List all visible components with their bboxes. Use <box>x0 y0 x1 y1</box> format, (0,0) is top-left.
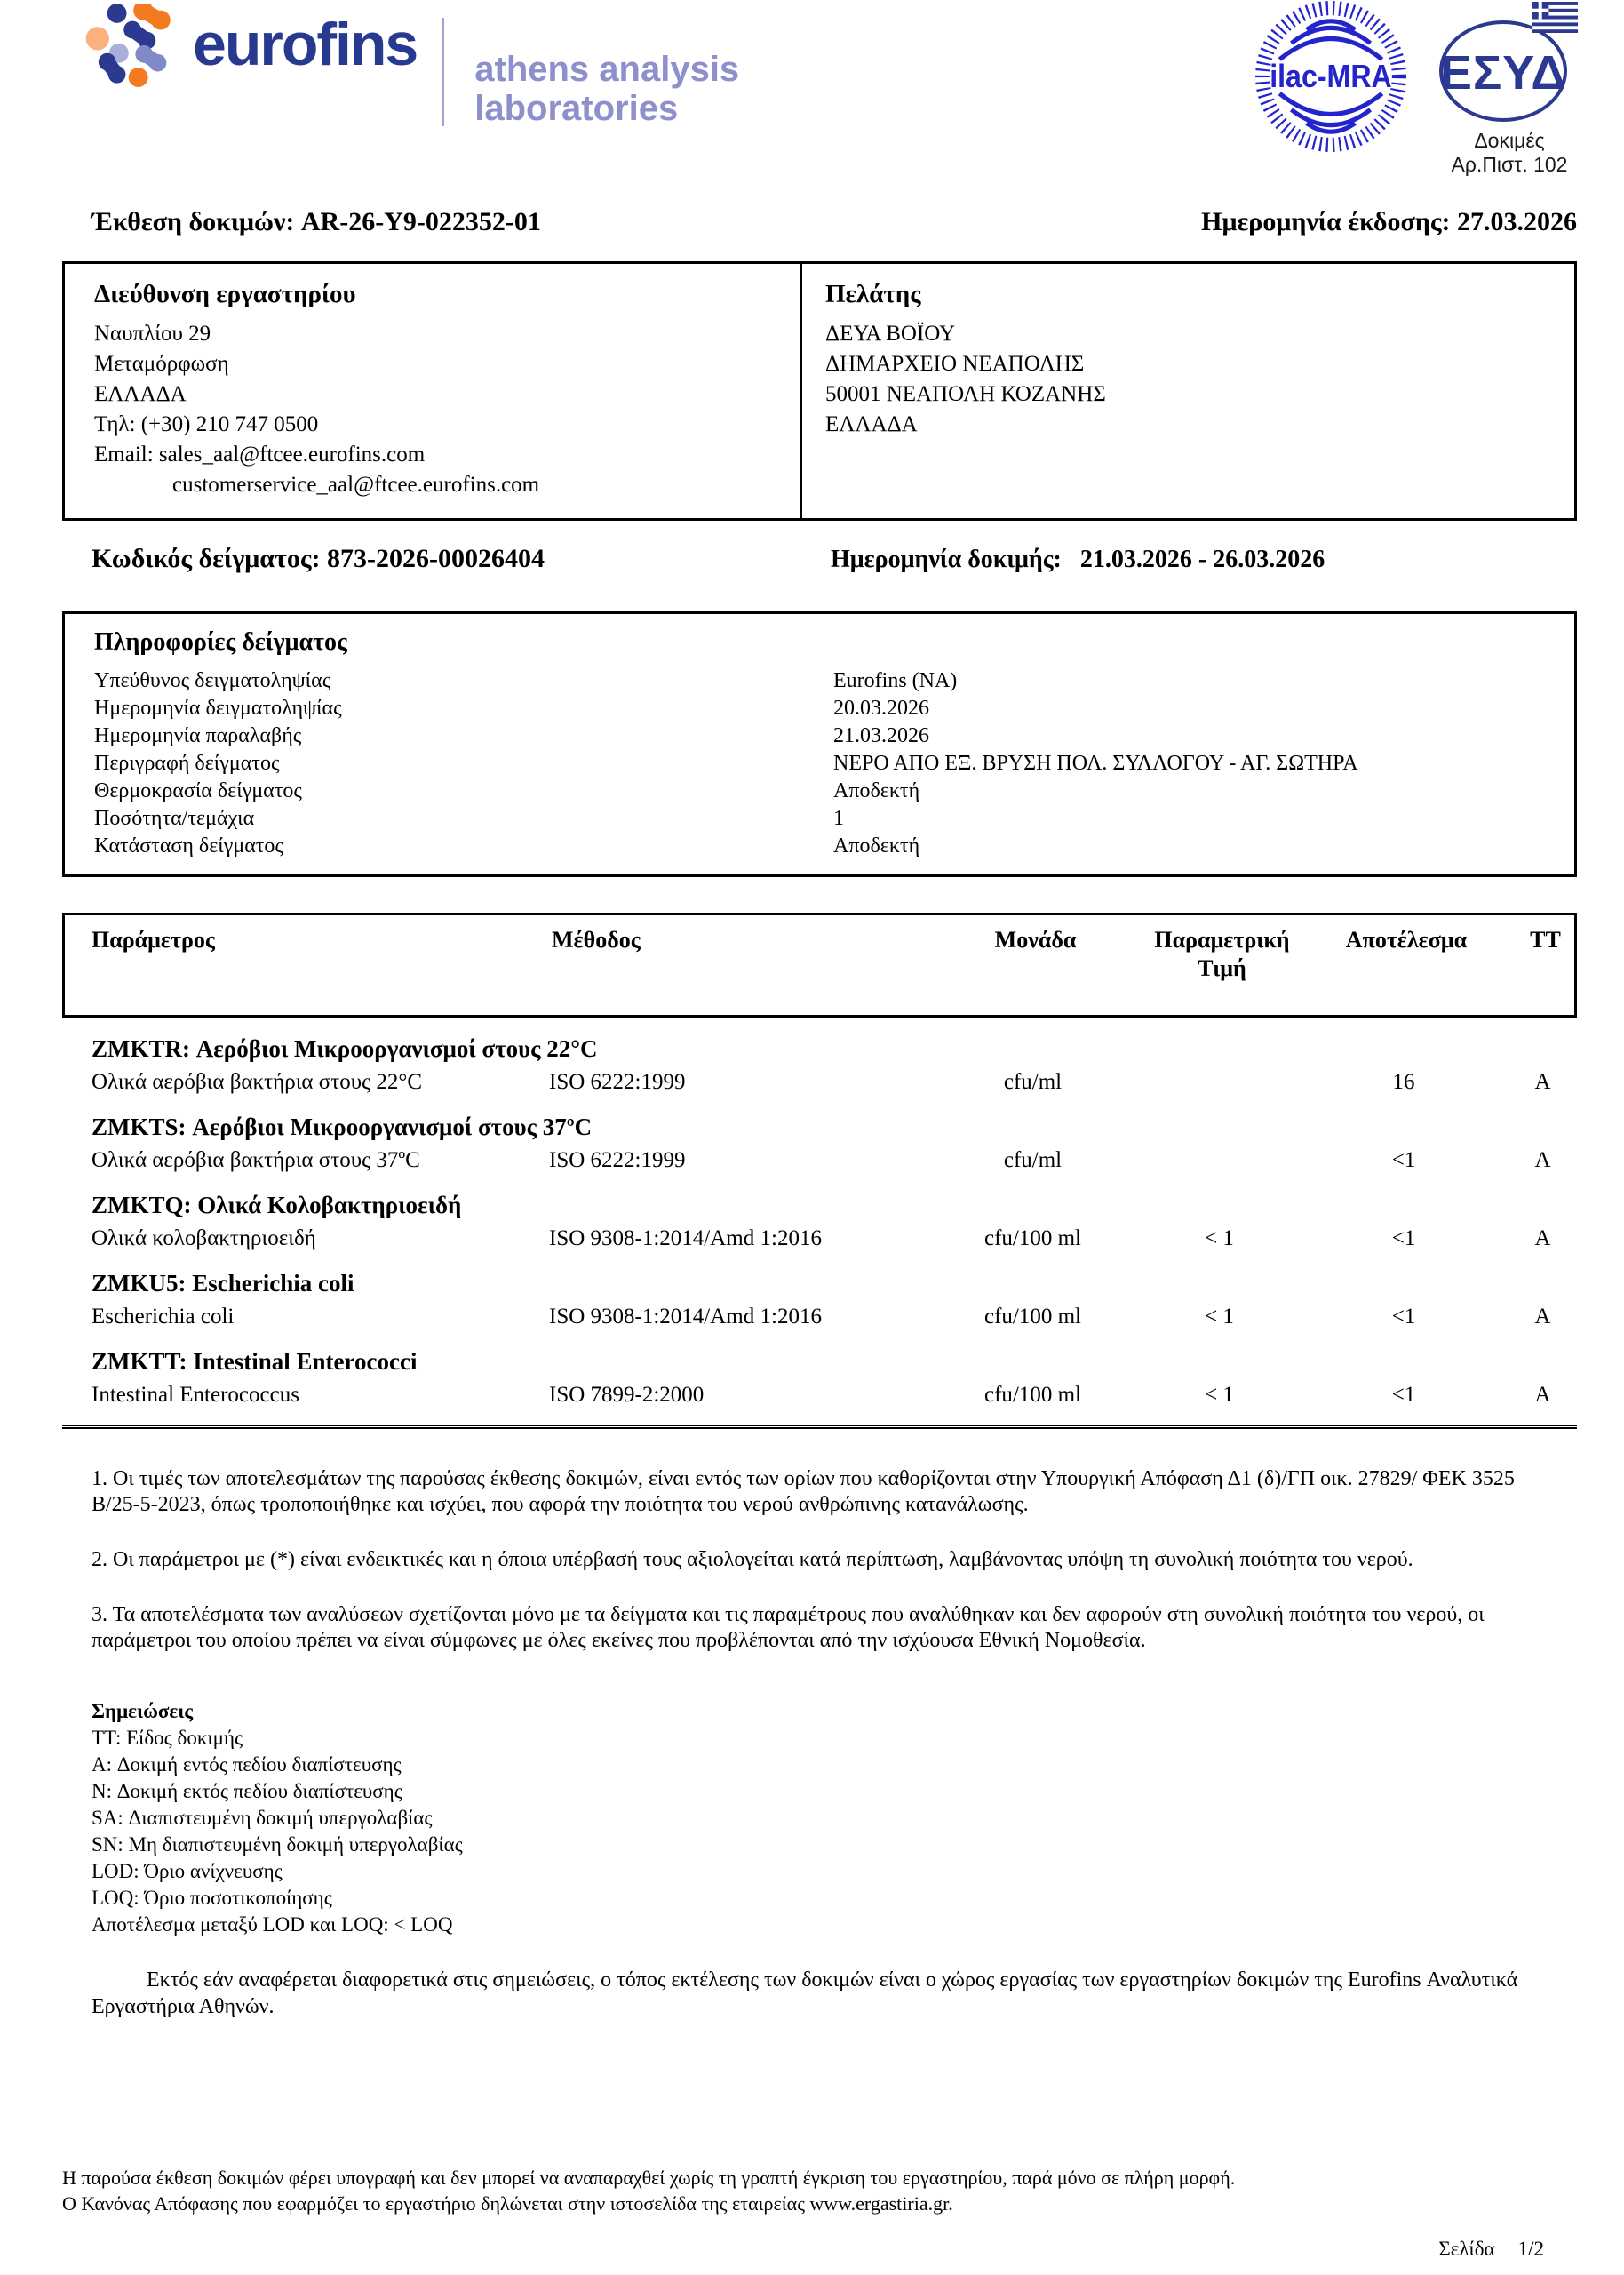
client-address-line: 50001 ΝΕΑΠΟΛΗ ΚΟΖΑΝΗΣ <box>825 382 1106 406</box>
field-value: ΝΕΡΟ ΑΠΟ ΕΞ. ΒΡΥΣΗ ΠΟΛ. ΣΥΛΛΟΓΟΥ - ΑΓ. ΣΩΤΗΡΑ <box>833 752 1358 775</box>
field-label: Περιγραφή δείγματος <box>94 752 280 775</box>
legend-item: A: Δοκιμή εντός πεδίου διαπίστευσης <box>92 1753 402 1776</box>
sample-info-row <box>65 695 1574 722</box>
field-value: Eurofins (NA) <box>833 669 958 692</box>
cell-parameter: Escherichia coli <box>92 1305 235 1329</box>
cell-unit: cfu/100 ml <box>983 1383 1081 1407</box>
table-row <box>62 1145 1577 1176</box>
group-heading: ZMKU5: Escherichia coli <box>92 1270 354 1297</box>
cell-parameter: Intestinal Enterococcus <box>92 1383 299 1407</box>
sample-code-label: Κωδικός δείγματος: <box>92 544 321 573</box>
issue-date <box>1201 204 1577 240</box>
tagline-line1: athens analysis <box>474 50 740 89</box>
page-number: 1/2 <box>1517 2238 1544 2260</box>
legend-item: TT: Είδος δοκιμής <box>92 1727 243 1749</box>
sample-info-row <box>65 805 1574 833</box>
col-parameter: Παράμετρος <box>92 927 215 953</box>
cell-result: <1 <box>1391 1305 1416 1329</box>
sample-info-row <box>65 833 1574 860</box>
table-row <box>62 1380 1577 1410</box>
field-label: Υπεύθυνος δειγματοληψίας <box>94 669 331 692</box>
sample-code-row <box>62 544 1577 590</box>
cell-method: ISO 6222:1999 <box>549 1070 686 1094</box>
client-name: ΔΕΥΑ ΒΟΪΟΥ <box>825 322 956 346</box>
field-value: Αποδεκτή <box>833 779 920 802</box>
sample-info-heading: Πληροφορίες δείγματος <box>94 628 347 656</box>
client-address-line: ΔΗΜΑΡΧΕΙΟ ΝΕΑΠΟΛΗΣ <box>825 352 1085 376</box>
note-1: 1. Οι τιμές των αποτελεσμάτων της παρούσας έκθεσης δοκιμών, είναι εντός των ορίων που καθορίζονται στην Υπουργική Απόφαση Δ1 (δ)/ΓΠ οικ. 27829/ ΦΕΚ 3525 Β/25-5-2023, όπως τροποποιήθηκε και ισχύει, που αφορά την ποιότητα του νερού ανθρώπινης κατανάλωσης. <box>92 1467 1515 1516</box>
legend-item: N: Δοκιμή εκτός πεδίου διαπίστευσης <box>92 1780 402 1802</box>
cell-unit: cfu/100 ml <box>983 1305 1081 1329</box>
footer-line-2: Ο Κανόνας Απόφασης που εφαρμόζει το εργαστήριο δηλώνεται στην ιστοσελίδα της εταιρείας www.ergastiria.gr. <box>62 2192 953 2215</box>
client-country: ΕΛΛΑΔΑ <box>825 412 918 436</box>
results-table <box>62 913 1577 1429</box>
note-3: 3. Τα αποτελέσματα των αναλύσεων σχετίζονται μόνο με τα δείγματα και τις παραμέτρους που αναλύθηκαν και δεν αφορούν στη συνολική ποιότητα του νερού, οι παράμετροι του οποίου πρέπει να είναι σύμφωνες με όλες εκείνες που προβλέπονται από την ισχύουσα Εθνική Νομοθεσία. <box>92 1603 1485 1652</box>
report-title-label: Έκθεση δοκιμών: <box>92 207 295 236</box>
eurofins-logo-icon <box>83 4 180 87</box>
results-table-header <box>62 913 1577 1018</box>
ilac-mra-label: ilac-MRA <box>1270 58 1392 95</box>
test-date-label: Ημερομηνία δοκιμής: <box>831 546 1062 573</box>
cell-method: ISO 6222:1999 <box>549 1148 686 1172</box>
cell-parametric: < 1 <box>1205 1226 1234 1250</box>
footer-line-1: Η παρούσα έκθεση δοκιμών φέρει υπογραφή και δεν μπορεί να αναπαραχθεί χωρίς τη γραπτή έγκριση του εργαστηρίου, παρά μόνο σε πλήρη μορφή. <box>62 2167 1236 2189</box>
esyd-label: ΕΣΥΔ <box>1439 46 1566 100</box>
lab-email-primary: Email: sales_aal@ftcee.eurofins.com <box>94 443 426 467</box>
page-footer <box>62 2165 1575 2261</box>
sample-code-value: 873-2026-00026404 <box>326 544 545 573</box>
cell-tt: A <box>1534 1383 1551 1407</box>
field-label: Ημερομηνία δειγματοληψίας <box>94 697 342 720</box>
test-date <box>831 546 1325 574</box>
lab-address-line: Ναυπλίου 29 <box>94 322 211 346</box>
field-value: 1 <box>833 807 844 830</box>
lab-address-line: ΕΛΛΑΔΑ <box>94 382 187 406</box>
legend-item: Αποτέλεσμα μεταξύ LOD και LOQ: < LOQ <box>92 1913 453 1936</box>
report-title <box>92 204 541 240</box>
title-row <box>62 204 1577 240</box>
cell-tt: A <box>1534 1305 1551 1329</box>
field-value: Αποδεκτή <box>833 834 920 858</box>
cell-parameter: Ολικά κολοβακτηριοειδή <box>92 1226 316 1250</box>
page-indicator <box>62 2238 1575 2261</box>
cell-method: ISO 9308-1:2014/Amd 1:2016 <box>549 1305 822 1329</box>
col-method: Μέθοδος <box>552 927 641 953</box>
address-client-box <box>62 261 1577 521</box>
legend-section <box>62 1698 1577 1938</box>
field-label: Κατάσταση δείγματος <box>94 834 283 858</box>
col-unit: Μονάδα <box>994 927 1077 953</box>
table-row <box>62 1302 1577 1332</box>
lab-address-heading: Διεύθυνση εργαστηρίου <box>94 280 356 308</box>
col-result: Αποτέλεσμα <box>1345 927 1468 953</box>
cell-method: ISO 9308-1:2014/Amd 1:2016 <box>549 1226 822 1250</box>
group-heading: ZMKTT: Intestinal Enterococci <box>92 1348 418 1375</box>
table-row <box>62 1224 1577 1254</box>
cell-parameter: Ολικά αερόβια βακτήρια στους 37ºC <box>92 1148 420 1172</box>
cell-parametric: < 1 <box>1205 1383 1234 1407</box>
cell-unit: cfu/ml <box>1003 1070 1063 1094</box>
cell-parametric <box>1142 1145 1297 1176</box>
cell-result: 16 <box>1392 1070 1415 1094</box>
lab-address-section <box>65 264 802 518</box>
field-label: Ημερομηνία παραλαβής <box>94 724 302 747</box>
note-2: 2. Οι παράμετροι με (*) είναι ενδεικτικές και η όποια υπέρβασή τους αξιολογείται κατά περίπτωση, λαμβάνοντας υπόψη τη συνολική ποιότητα του νερού. <box>92 1548 1413 1571</box>
execution-note: Εκτός εάν αναφέρεται διαφορετικά στις σημειώσεις, ο τόπος εκτέλεσης των δοκιμών είναι ο χώρος εργασίας των εργαστηρίων δοκιμών της Eurofins Αναλυτικά Εργαστήρια Αθηνών. <box>92 1968 1518 2018</box>
cell-parametric <box>1142 1067 1297 1098</box>
client-heading: Πελάτης <box>825 280 921 308</box>
ilac-mra-seal-icon <box>1254 0 1407 153</box>
group-heading: ZMKTR: Αερόβιοι Μικροοργανισμοί στους 22°C <box>92 1035 598 1062</box>
brand-tagline <box>474 50 739 128</box>
issue-date-value: 27.03.2026 <box>1457 207 1577 236</box>
field-value: 20.03.2026 <box>833 697 929 720</box>
accreditation-badges <box>1254 0 1592 177</box>
notes-section <box>62 1466 1577 1654</box>
cell-unit: cfu/100 ml <box>983 1226 1081 1250</box>
issue-date-label: Ημερομηνία έκδοσης: <box>1201 207 1451 236</box>
col-parametric-value: Παραμετρική Τιμή <box>1154 927 1290 981</box>
cell-tt: A <box>1534 1070 1551 1094</box>
field-value: 21.03.2026 <box>833 724 929 747</box>
cell-unit: cfu/ml <box>1003 1148 1063 1172</box>
sample-info-row <box>65 667 1574 695</box>
legend-item: SA: Διαπιστευμένη δοκιμή υπεργολαβίας <box>92 1807 433 1829</box>
group-heading: ZMKTQ: Ολικά Κολοβακτηριοειδή <box>92 1192 462 1218</box>
report-number: AR-26-Y9-022352-01 <box>300 207 541 236</box>
table-row <box>62 1067 1577 1098</box>
lab-address-line: Μεταμόρφωση <box>94 352 229 376</box>
client-section <box>802 264 1574 518</box>
accreditation-type: Δοκιμές <box>1474 129 1545 152</box>
sample-info-row <box>65 778 1574 805</box>
greek-flag-icon <box>1532 2 1578 33</box>
sample-info-row <box>65 750 1574 778</box>
cell-result: <1 <box>1391 1383 1416 1407</box>
test-date-value: 21.03.2026 - 26.03.2026 <box>1079 546 1325 573</box>
cell-result: <1 <box>1391 1148 1416 1172</box>
accreditation-number: Αρ.Πιστ. 102 <box>1451 153 1568 176</box>
group-heading: ZMKTS: Αερόβιοι Μικροοργανισμοί στους 37ºC <box>92 1114 593 1140</box>
legend-item: LOD: Όριο ανίχνευσης <box>92 1860 283 1882</box>
page-label: Σελίδα <box>1438 2238 1495 2260</box>
cell-method: ISO 7899-2:2000 <box>549 1383 705 1407</box>
sample-info-row <box>65 722 1574 750</box>
legend-heading: Σημειώσεις <box>92 1700 194 1722</box>
lab-phone: Τηλ: (+30) 210 747 0500 <box>94 412 319 436</box>
cell-result: <1 <box>1391 1226 1416 1250</box>
esyd-logo-icon <box>1432 0 1588 124</box>
tagline-line2: laboratories <box>474 89 679 128</box>
legend-item: SN: Μη διαπιστευμένη δοκιμή υπεργολαβίας <box>92 1833 463 1856</box>
results-table-body <box>62 1018 1577 1429</box>
cell-tt: A <box>1534 1148 1551 1172</box>
sample-info-box <box>62 611 1577 877</box>
field-label: Ποσότητα/τεμάχια <box>94 807 255 830</box>
col-tt: TT <box>1530 927 1561 953</box>
sample-code <box>92 544 545 574</box>
legend-item: LOQ: Όριο ποσοτικοποίησης <box>92 1887 332 1909</box>
eurofins-brand <box>83 4 739 128</box>
lab-email-secondary: customerservice_aal@ftcee.eurofins.com <box>172 473 540 497</box>
brand-divider <box>442 18 444 126</box>
masthead <box>0 0 1624 188</box>
field-label: Θερμοκρασία δείγματος <box>94 779 302 802</box>
cell-parametric: < 1 <box>1205 1305 1234 1329</box>
cell-tt: A <box>1534 1226 1551 1250</box>
cell-parameter: Ολικά αερόβια βακτήρια στους 22°C <box>92 1070 422 1094</box>
brand-wordmark: eurofins <box>193 11 418 78</box>
esyd-badge <box>1427 0 1592 177</box>
